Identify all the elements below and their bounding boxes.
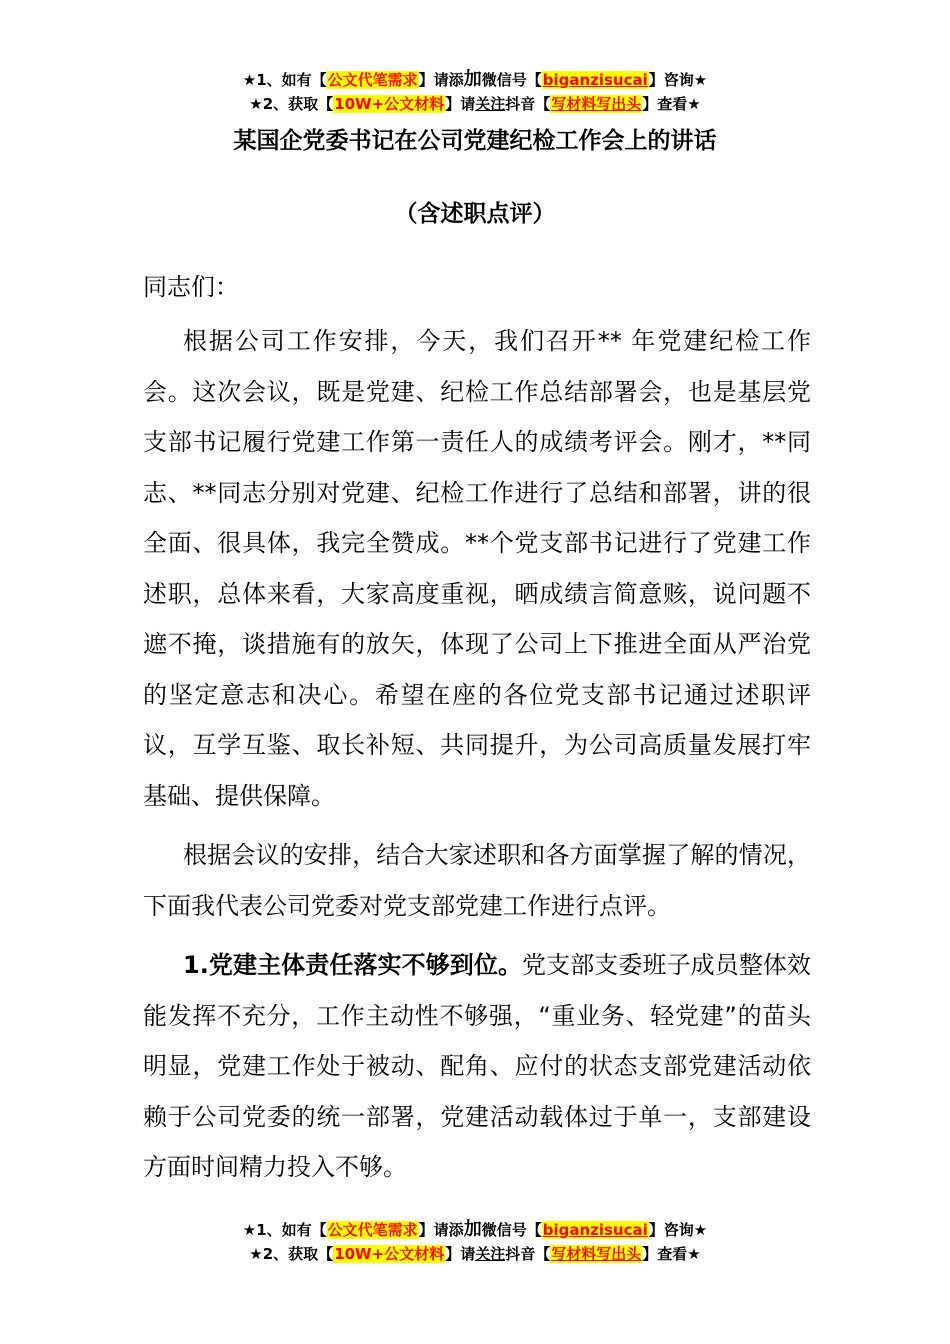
bottom-banner-line-1-mid-2: 微信号【	[481, 1221, 542, 1239]
bottom-banner	[0, 1218, 950, 1266]
bottom-banner-line-2-suffix: 】查看★	[642, 1245, 701, 1263]
greeting: 同志们：	[143, 273, 239, 301]
bottom-banner-line-2	[0, 1242, 950, 1266]
banner-line-2-highlight-1: 10W+公文材料	[334, 95, 445, 113]
bottom-banner-line-1-mid-1: 】请添	[418, 1221, 464, 1239]
banner-line-1	[0, 68, 950, 92]
paragraph-2: 根据会议的安排，结合大家述职和各方面掌握了解的情况，下面我代表公司党委对党支部党建工作进行点评。	[143, 841, 811, 920]
banner-line-1-mid-2: 微信号【	[481, 71, 542, 89]
banner-line-2-mid-2: 抖音【	[505, 95, 551, 113]
banner-line-1-prefix: ★1、如有【	[242, 71, 327, 89]
bottom-banner-line-2-prefix: ★2、获取【	[249, 1245, 334, 1263]
bottom-banner-line-2-highlight-1: 10W+公文材料	[334, 1245, 445, 1263]
bottom-banner-line-2-highlight-2: 写材料写出头	[551, 1245, 642, 1263]
banner-line-1-highlight-1: 公文代笔需求	[327, 71, 418, 89]
banner-line-1-highlight-2: biganzisucai	[542, 71, 648, 89]
top-banner	[0, 68, 950, 116]
bottom-banner-line-1-suffix: 】咨询★	[648, 1221, 708, 1239]
banner-line-2-suffix: 】查看★	[642, 95, 701, 113]
paragraph-3-rest: 党支部支委班子成员整体效能发挥不充分，工作主动性不够强，“重业务、轻党建”的苗头明显，党建工作处于被动、配角、应付的状态支部党建活动依赖于公司党委的统一部署，党建活动载体过于单一，支部建设方面时间精力投入不够。	[143, 951, 812, 1181]
banner-line-1-big: 加	[463, 69, 482, 90]
bottom-banner-line-1-highlight-1: 公文代笔需求	[327, 1221, 418, 1239]
bottom-banner-line-1-prefix: ★1、如有【	[242, 1221, 327, 1239]
banner-line-2-underlined: 关注	[475, 95, 506, 113]
banner-line-2-prefix: ★2、获取【	[249, 95, 334, 113]
bottom-banner-line-2-underlined: 关注	[475, 1245, 506, 1263]
paragraph-3	[143, 940, 811, 1193]
bottom-banner-line-2-mid-1: 】请	[445, 1245, 476, 1263]
banner-line-1-mid-1: 】请添	[418, 71, 464, 89]
document-subtitle: （含述职点评）	[394, 201, 556, 227]
bottom-banner-line-1	[0, 1218, 950, 1242]
banner-line-2	[0, 92, 950, 116]
bottom-banner-line-2-mid-2: 抖音【	[505, 1245, 551, 1263]
paragraph-3-lead: 1.党建主体责任落实不够到位。	[183, 951, 523, 979]
banner-line-2-highlight-2: 写材料写出头	[551, 95, 642, 113]
banner-line-2-mid-1: 】请	[445, 95, 476, 113]
banner-line-1-suffix: 】咨询★	[648, 71, 708, 89]
document-title: 某国企党委书记在公司党建纪检工作会上的讲话	[233, 128, 717, 154]
paragraph-1: 根据公司工作安排，今天，我们召开** 年党建纪检工作会。这次会议，既是党建、纪检工作总结部署会，也是基层党支部书记履行党建工作第一责任人的成绩考评会。刚才，**同志、**同志分别对党建、纪检工作进行了总结和部署，讲的很全面、很具体，我完全赞成。**个党支部书记进行了党建工作述职，总体来看，大家高度重视，晒成绩言简意赅，说问题不遮不掩，谈措施有的放矢，体现了公司上下推进全面从严治党的坚定意志和决心。希望在座的各位党支部书记通过述职评议，互学互鉴、取长补短、共同提升，为公司高质量发展打牢基础、提供保障。	[143, 327, 811, 810]
bottom-banner-line-1-big: 加	[463, 1219, 482, 1240]
bottom-banner-line-1-highlight-2: biganzisucai	[542, 1221, 648, 1239]
